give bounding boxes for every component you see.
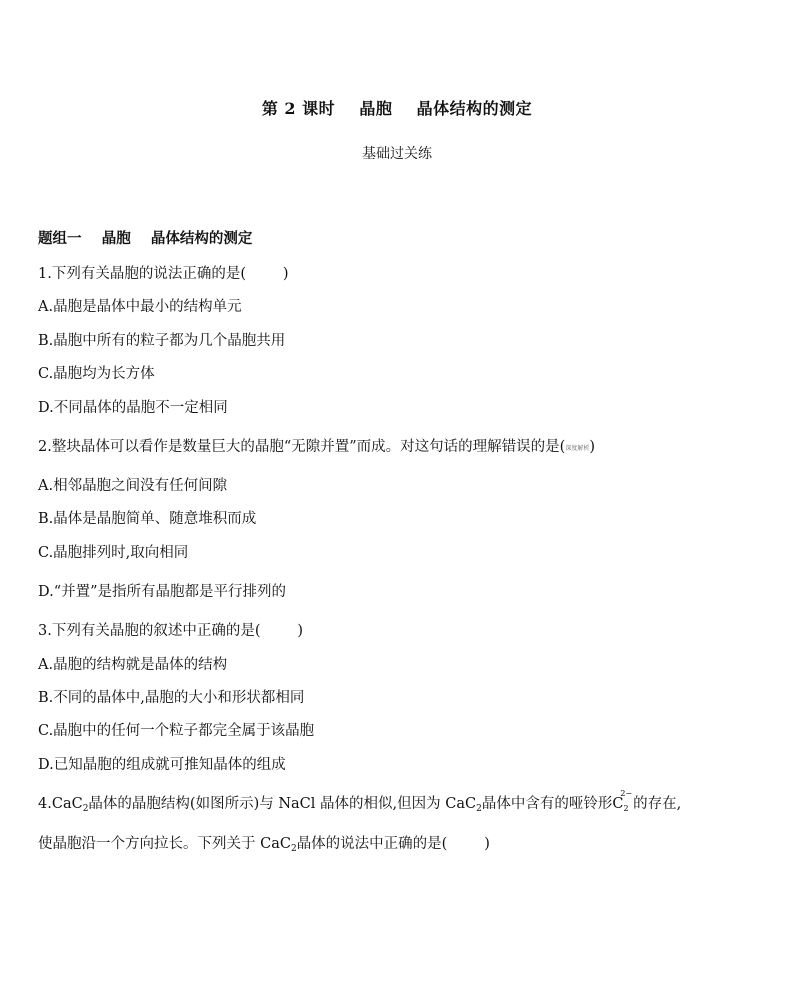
- formula-cac2: CaC: [51, 796, 83, 812]
- question-4-text-5: 晶体的说法中正确的是( ): [296, 836, 490, 852]
- question-2-stem-end: ): [589, 439, 596, 455]
- question-1-option-a: A.晶胞是晶体中最小的结构单元: [38, 299, 242, 315]
- question-3-option-c: C.晶胞中的任何一个粒子都完全属于该晶胞: [38, 723, 315, 739]
- question-3-stem: 3.下列有关晶胞的叙述中正确的是( ): [38, 623, 304, 639]
- question-3-option-b: B.不同的晶体中,晶胞的大小和形状都相同: [38, 690, 305, 706]
- question-4-stem-line-2: [38, 832, 490, 854]
- question-2-stem: [38, 435, 595, 456]
- question-4-text-4: 使晶胞沿一个方向拉长。下列关于: [38, 836, 261, 852]
- question-1-stem: 1.下列有关晶胞的说法正确的是( ): [38, 266, 289, 282]
- section-subtitle: 基础过关练: [362, 146, 432, 162]
- formula-subscript: 2: [82, 804, 89, 814]
- ion-symbol: C: [612, 796, 624, 812]
- question-1-option-b: B.晶胞中所有的粒子都为几个晶胞共用: [38, 333, 286, 349]
- question-4-stem-line-1: [38, 789, 682, 814]
- question-3-option-d: D.已知晶胞的组成就可推知晶体的组成: [38, 757, 286, 773]
- c2-2minus-ion: [612, 789, 633, 813]
- question-4-text-1: 晶体的晶胞结构(如图所示)与 NaCl 晶体的相似,但因为: [88, 796, 446, 812]
- question-1-option-c: C.晶胞均为长方体: [38, 366, 155, 382]
- analysis-note: 深度解析: [565, 445, 590, 452]
- question-2-option-b: B.晶体是晶胞简单、随意堆积而成: [38, 511, 257, 527]
- question-2-option-a: A.相邻晶胞之间没有任何间隙: [38, 478, 228, 494]
- question-3-option-a: A.晶胞的结构就是晶体的结构: [38, 657, 228, 673]
- question-2-stem-text: 2.整块晶体可以看作是数量巨大的晶胞“无隙并置”而成。对这句话的理解错误的是(: [38, 439, 566, 455]
- ion-charge: 2−: [620, 789, 633, 798]
- question-4-number: 4.: [38, 796, 52, 812]
- question-2-option-d: D.“并置”是指所有晶胞都是平行排列的: [38, 584, 287, 600]
- formula-subscript: 2: [476, 804, 482, 814]
- question-2-option-c: C.晶胞排列时,取向相同: [38, 545, 189, 561]
- question-group-heading: 题组一 晶胞 晶体结构的测定: [38, 230, 253, 247]
- question-4-text-3: 的存在,: [628, 796, 682, 812]
- question-1-option-d: D.不同晶体的晶胞不一定相同: [38, 400, 228, 416]
- ion-subscript: 2: [623, 804, 629, 813]
- lesson-title: 第 2 课时 晶胞 晶体结构的测定: [261, 99, 533, 118]
- formula-cac2: CaC: [260, 836, 291, 852]
- formula-subscript: 2: [290, 844, 297, 854]
- question-4-text-2: 晶体中含有的哑铃形: [481, 796, 613, 812]
- formula-cac2: CaC: [445, 796, 477, 812]
